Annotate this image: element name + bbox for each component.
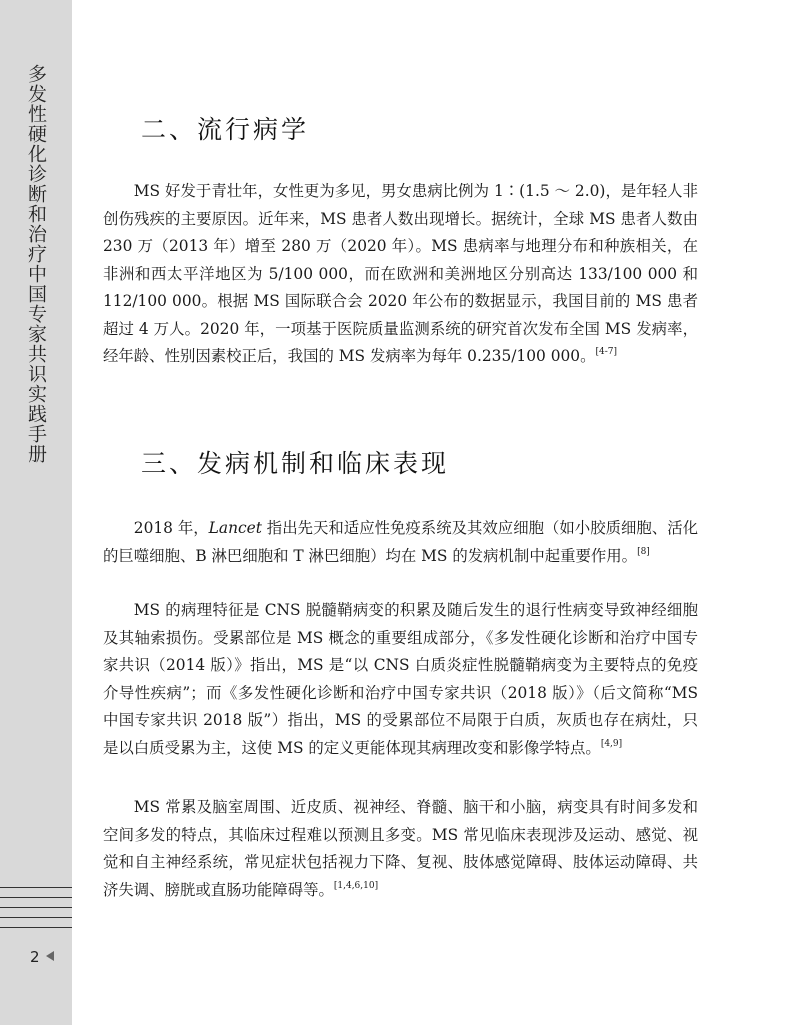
paragraph-clinical xyxy=(103,794,698,904)
section-heading-pathogenesis: 三、发病机制和临床表现 xyxy=(141,449,450,478)
paragraph-text: MS 好发于青壮年，女性更为多见，男女患病比例为 1∶(1.5 ～ 2.0)，是年轻人非创伤残疾的主要原因。近年来，MS 患者人数出现增长。据统计，全球 MS 患者人数由 230 万（2013 年）增至 280 万（2020 年）。MS 患病率与地理分布和种族相关，在非洲和西太平洋地区为 5/100 000，而在欧洲和美洲地区分别高达 133/100 000 和 112/100 000。根据 MS 国际联合会 2020 年公布的数据显示，我国目前的 MS 患者超过 4 万人。2020 年，一项基于医院质量监测系统的研究首次发布全国 MS 发病率，经年龄、性别因素校正后，我国的 MS 发病率为每年 0.235/100 000。 xyxy=(103,182,698,365)
side-band xyxy=(0,0,72,1025)
paragraph-pathogenesis-1 xyxy=(103,515,698,570)
paragraph-text: 指出先天和适应性免疫系统及其效应细胞（如小胶质细胞、活化的巨噬细胞、B 淋巴细胞和 T 淋巴细胞）均在 MS 的发病机制中起重要作用。 xyxy=(103,519,698,565)
page-number-text: 2 xyxy=(30,948,40,966)
spine-rule xyxy=(0,907,72,908)
journal-name: Lancet xyxy=(208,519,262,537)
page-number xyxy=(30,948,54,966)
paragraph-text: 2018 年， xyxy=(133,519,209,537)
paragraph-text: MS 的病理特征是 CNS 脱髓鞘病变的积累及随后发生的退行性病变导致神经细胞及其轴索损伤。受累部位是 MS 概念的重要组成部分，《多发性硬化诊断和治疗中国专家共识（2014 版）》指出，MS 是“以 CNS 白质炎症性脱髓鞘病变为主要特点的免疫介导性疾病”；而《多发性硬化诊断和治疗中国专家共识（2018 版）》（后文简称“MS 中国专家共识 2018 版”）指出，MS 的受累部位不局限于白质，灰质也存在病灶，只是以白质受累为主，这使 MS 的定义更能体现其病理改变和影像学特点。 xyxy=(103,601,698,757)
spine-rule xyxy=(0,927,72,928)
section-heading-epidemiology: 二、流行病学 xyxy=(141,115,310,144)
citation: [1,4,6,10] xyxy=(333,880,379,891)
paragraph-text: MS 常累及脑室周围、近皮质、视神经、脊髓、脑干和小脑，病变具有时间多发和空间多发的特点，其临床过程难以预测且多变。MS 常见临床表现涉及运动、感觉、视觉和自主神经系统，常见症状包括视力下降、复视、肢体感觉障碍、肢体运动障碍、共济失调、膀胱或直肠功能障碍等。 xyxy=(103,798,698,899)
citation: [4-7] xyxy=(595,347,617,357)
paragraph-pathogenesis-2 xyxy=(103,597,698,762)
page-arrow-icon xyxy=(46,951,54,961)
running-title: 多发性硬化诊断和治疗中国专家共识实践手册 xyxy=(25,64,47,464)
spine-rule xyxy=(0,887,72,888)
citation: [8] xyxy=(637,546,650,557)
paragraph-epidemiology xyxy=(103,178,698,371)
spine-rule xyxy=(0,917,72,918)
spine-rule xyxy=(0,897,72,898)
citation: [4,9] xyxy=(600,738,623,749)
